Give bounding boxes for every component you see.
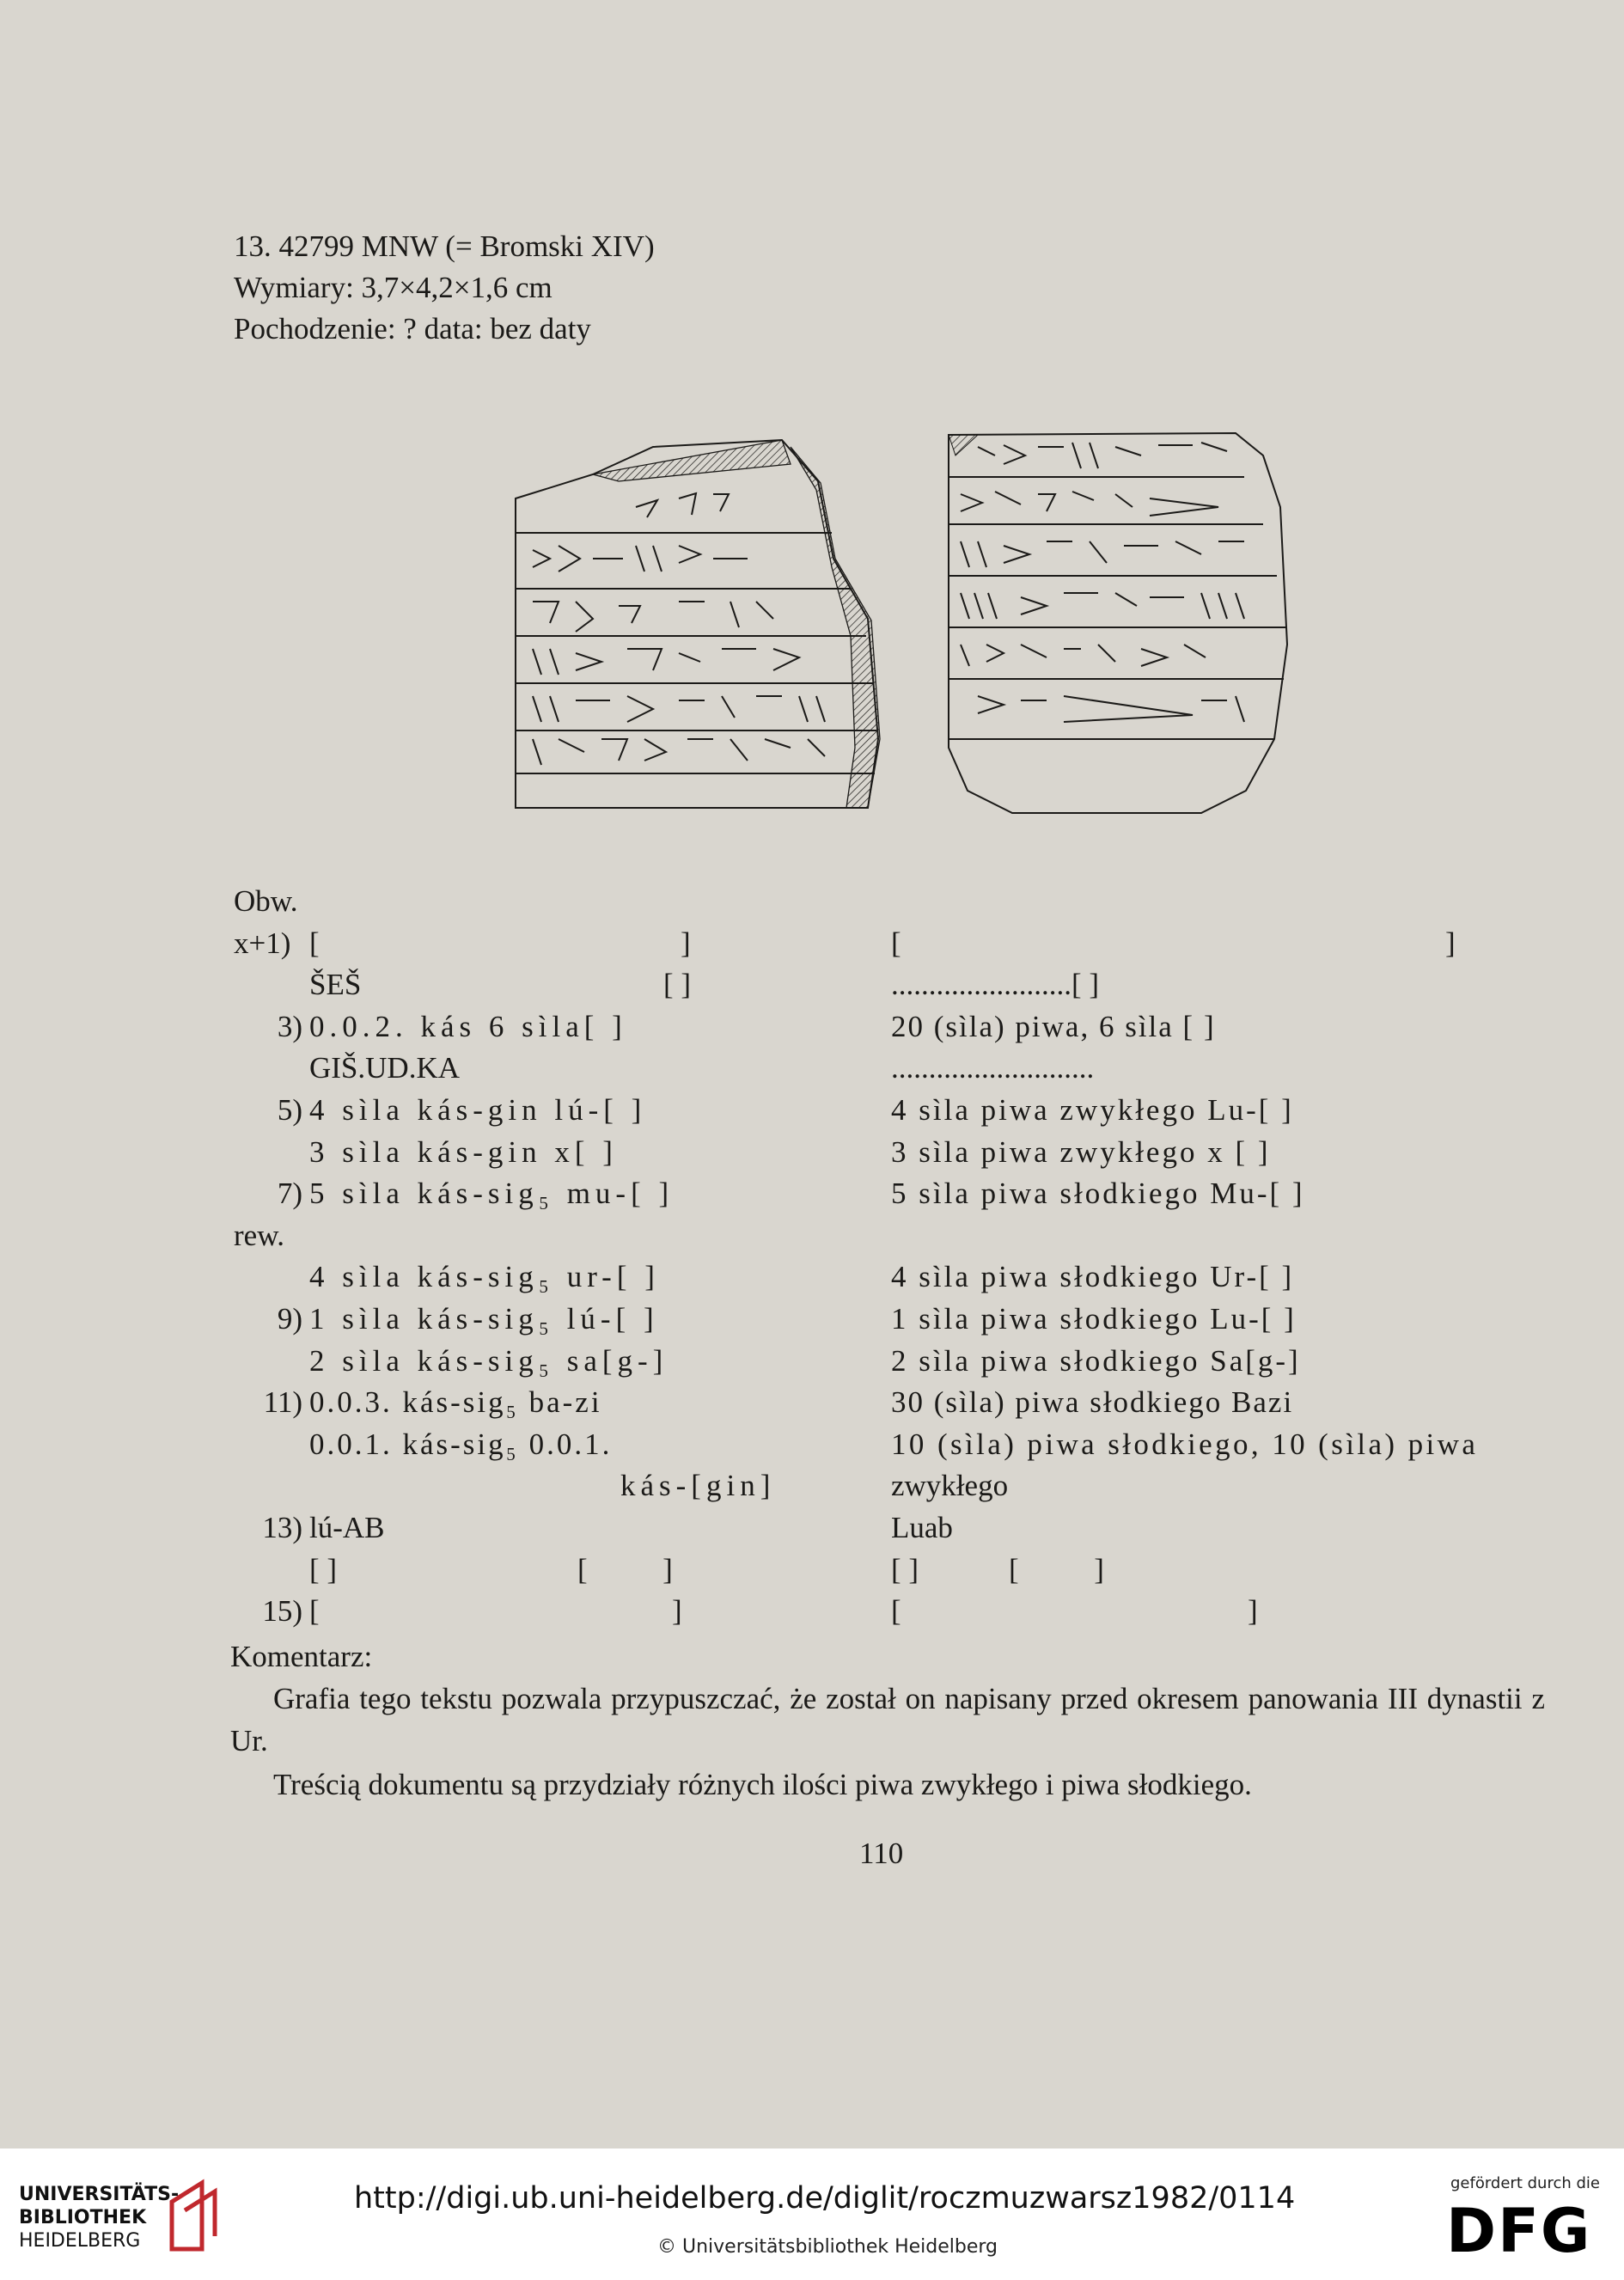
transliteration-cell: [ ] <box>309 1552 338 1586</box>
translation-cell: 3 sìla piwa zwykłego x [ ] <box>891 1134 1271 1169</box>
digitization-footer <box>0 2149 1624 2280</box>
translation-cell: ........................[ ] <box>891 968 1100 1002</box>
transliteration-cell: 3 sìla kás-gin x[ ] <box>309 1134 618 1169</box>
table-row <box>234 1465 1557 1507</box>
transliteration-cell: 0.0.1. kás-sig₅ 0.0.1. <box>309 1427 613 1461</box>
translation-cell: Luab <box>891 1510 953 1544</box>
transliteration-cell: 0.0.3. kás-sig₅ ba-zi <box>309 1385 602 1420</box>
line-number: 3) <box>277 1009 302 1043</box>
translation-cell: [ ] [ ] <box>891 1552 1104 1586</box>
dfg-logo: DFG <box>1446 2196 1592 2266</box>
transliteration-cell: ŠEŠ <box>309 968 362 1002</box>
line-number: 11) <box>263 1385 302 1420</box>
catalog-entry-title: 13. 42799 MNW (= Bromski XIV) <box>234 229 655 263</box>
catalog-header <box>234 225 655 349</box>
transliteration-cell: 4 sìla kás-gin lú-[ ] <box>309 1092 647 1127</box>
translation-cell: 30 (sìla) piwa słodkiego Bazi <box>891 1385 1294 1420</box>
transliteration-cell: 4 sìla kás-sig₅ ur-[ ] <box>309 1260 660 1294</box>
translation-cell: zwykłego <box>891 1469 1009 1503</box>
line-number: x+1) <box>234 926 291 960</box>
commentary-title: Komentarz: <box>230 1640 373 1673</box>
library-name: UNIVERSITÄTS- BIBLIOTHEK HEIDELBERG <box>19 2184 180 2252</box>
table-row <box>234 1550 1557 1592</box>
table-row <box>234 964 1557 1006</box>
library-logo-icon <box>163 2176 223 2253</box>
translation-cell: 10 (sìla) piwa słodkiego, 10 (sìla) piwa <box>891 1427 1479 1461</box>
funding-caption: gefördert durch die <box>1450 2174 1600 2192</box>
commentary-paragraph: Treścią dokumentu są przydziały różnych ilości piwa zwykłego i piwa słodkiego. <box>273 1768 1252 1801</box>
table-row <box>234 1048 1557 1090</box>
copyright-notice: © Universitätsbibliothek Heidelberg <box>657 2236 998 2258</box>
line-number: 15) <box>262 1594 302 1629</box>
table-row <box>234 1256 1557 1299</box>
tablet-obverse-drawing <box>507 430 885 816</box>
transliteration-mid: [ ] <box>663 968 692 1002</box>
line-number: 13) <box>262 1510 302 1544</box>
table-row <box>234 1090 1557 1132</box>
permalink-url[interactable]: http://digi.ub.uni-heidelberg.de/diglit/roczmuzwarsz1982/0114 <box>354 2181 1296 2216</box>
transliteration-cell: kás-[gin] <box>620 1469 776 1503</box>
table-row: 15) [ ] [ ] <box>234 1591 1557 1633</box>
provenance-line: Pochodzenie: ? data: bez daty <box>234 312 591 345</box>
commentary <box>230 1635 1545 1806</box>
table-row <box>234 1341 1557 1383</box>
table-row <box>234 1132 1557 1174</box>
commentary-paragraph: Grafia tego tekstu pozwala przypuszczać, że został on napisany przed okresem panowania III dynastii z Ur. <box>230 1682 1545 1757</box>
translation-cell: 2 sìla piwa słodkiego Sa[g-] <box>891 1343 1301 1378</box>
tablet-reverse-drawing <box>943 430 1296 816</box>
translation-cell: 4 sìla piwa słodkiego Ur-[ ] <box>891 1260 1295 1294</box>
transliteration-table <box>234 881 1557 1633</box>
transliteration-cell: 5 sìla kás-sig₅ mu-[ ] <box>309 1177 675 1211</box>
table-row <box>234 1507 1557 1550</box>
transliteration-cell: 2 sìla kás-sig₅ sa[g-] <box>309 1343 669 1378</box>
transliteration-cell: GIŠ.UD.KA <box>309 1051 460 1085</box>
dimensions-line: Wymiary: 3,7×4,2×1,6 cm <box>234 271 553 304</box>
transliteration-cell: lú-AB <box>309 1510 385 1544</box>
translation-cell: ........................... <box>891 1051 1095 1085</box>
table-row <box>234 1424 1557 1466</box>
table-row: x+1) [ ] [ ] <box>234 923 1557 965</box>
line-number: 5) <box>277 1092 302 1127</box>
table-row <box>234 1006 1557 1048</box>
obverse-label: Obw. <box>234 884 298 918</box>
translation-cell: 4 sìla piwa zwykłego Lu-[ ] <box>891 1092 1294 1127</box>
transliteration-mid: [ ] <box>577 1552 673 1586</box>
line-number: 9) <box>277 1301 302 1336</box>
transliteration-cell: 1 sìla kás-sig₅ lú-[ ] <box>309 1301 659 1336</box>
page-number: 110 <box>859 1837 904 1870</box>
line-number: 7) <box>277 1177 302 1211</box>
translation-cell: 5 sìla piwa słodkiego Mu-[ ] <box>891 1177 1305 1211</box>
table-row <box>234 1173 1557 1215</box>
transliteration-cell: 0.0.2. kás 6 sìla[ ] <box>309 1009 627 1043</box>
translation-cell: 20 (sìla) piwa, 6 sìla [ ] <box>891 1009 1216 1043</box>
translation-cell: 1 sìla piwa słodkiego Lu-[ ] <box>891 1301 1297 1336</box>
reverse-label: rew. <box>234 1218 284 1252</box>
table-row <box>234 1382 1557 1424</box>
table-row <box>234 1299 1557 1341</box>
